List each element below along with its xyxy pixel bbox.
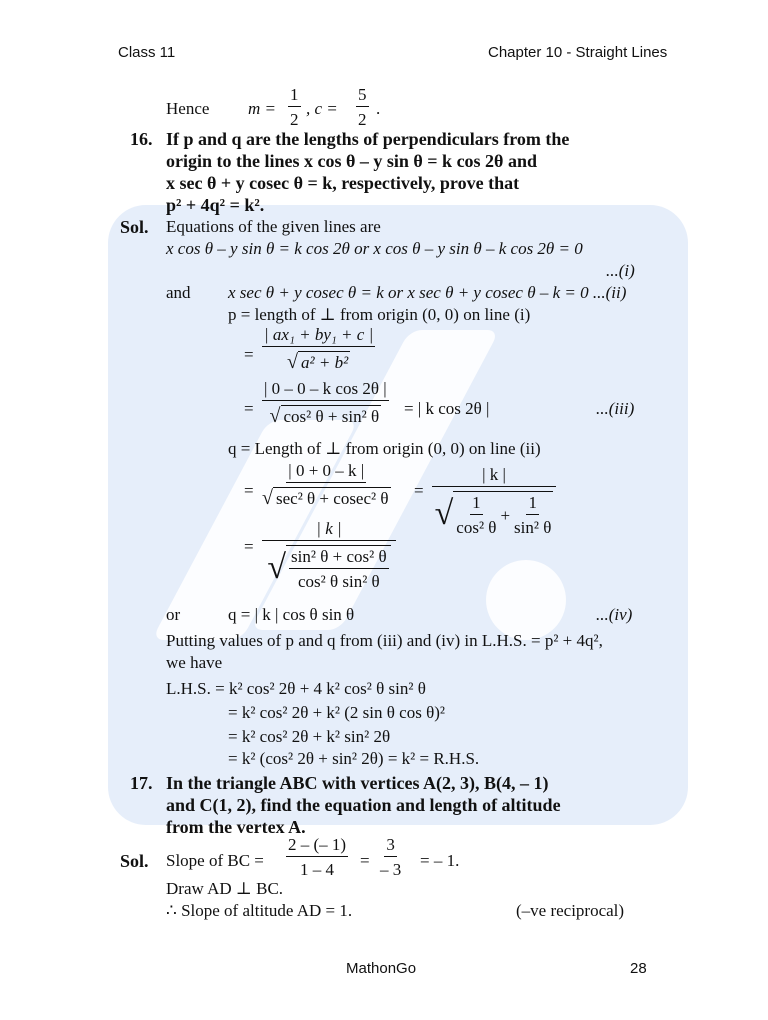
- question-text: If p and q are the lengths of perpendiculars from the: [166, 129, 570, 149]
- equals: =: [244, 399, 254, 418]
- equation-tag: ...(i): [606, 261, 635, 280]
- solution-text: and: [166, 283, 191, 302]
- equation-line: x cos θ – y sin θ = k cos 2θ or x cos θ – y sin θ – k cos 2θ = 0: [166, 239, 583, 258]
- solution-text: Putting values of p and q from (iii) and (iv) in L.H.S. = p² + 4q²,: [166, 631, 603, 650]
- distance-formula: $\frac{\text{| ax₁ + by₁ + c |}}{\text{√ a² + b²}}$: [264, 325, 374, 373]
- equation-tag: ...(iii): [596, 399, 635, 418]
- result: = – 1.: [420, 851, 460, 870]
- fraction: $\frac{1}{2}$: [290, 85, 299, 129]
- equation-line: = k² (cos² 2θ + sin² 2θ) = k² = R.H.S.: [228, 749, 480, 768]
- fraction: $\frac{1}{\text{cos² θ}}$: [456, 493, 497, 537]
- result: = | k cos 2θ |: [404, 399, 490, 418]
- note: (–ve reciprocal): [516, 901, 625, 920]
- equals: =: [244, 481, 254, 500]
- question-text: from the vertex A.: [166, 817, 306, 837]
- header-chapter: Chapter 10 - Straight Lines: [488, 44, 668, 61]
- solution-text: or: [166, 605, 181, 624]
- question-number: 17.: [130, 773, 153, 793]
- fraction: $\frac{1}{\text{sin² θ}}$: [514, 493, 552, 537]
- fraction: sin² θ + cos² θ cos² θ sin² θ: [291, 547, 387, 591]
- solution-label: Sol.: [120, 217, 149, 237]
- equals: =: [360, 851, 370, 870]
- solution-text: p = length of ⊥ from origin (0, 0) on line (i): [228, 305, 531, 324]
- equation-line: L.H.S. = k² cos² 2θ + 4 k² cos² θ sin² θ: [166, 679, 426, 698]
- fraction: | k | √ $\frac{1}{\text{cos² θ}}$ + $\frac{1}{\text{sin² θ}}$: [432, 466, 556, 536]
- solution-text: we have: [166, 653, 223, 672]
- equation-tag: ...(iv): [596, 605, 633, 624]
- solution-text: q = Length of ⊥ from origin (0, 0) on line (ii): [228, 439, 541, 458]
- fraction: $\frac{2 - (- 1)}{1 - 4}$: [288, 835, 347, 879]
- question-text: origin to the lines x cos θ – y sin θ = k cos 2θ and: [166, 151, 537, 171]
- solution-label: Sol.: [120, 851, 149, 871]
- question-number: 16.: [130, 129, 153, 149]
- solution-text: ∴ Slope of altitude AD = 1.: [166, 901, 353, 920]
- hence-m: m =: [248, 99, 276, 118]
- solution-text: Slope of BC =: [166, 851, 264, 870]
- equals: =: [244, 537, 254, 556]
- fraction: $\frac{\text{| 0 – 0 – k cos 2θ |}}{\text{√ cos² θ + sin² θ}}$: [264, 379, 387, 427]
- equation-line: x sec θ + y cosec θ = k or x sec θ + y cosec θ – k = 0 ...(ii): [228, 283, 627, 302]
- equation-line: q = | k | cos θ sin θ: [228, 605, 355, 624]
- page-number: 28: [630, 960, 647, 977]
- footer-brand: MathonGo: [346, 960, 417, 977]
- equation-line: = k² cos² 2θ + k² sin² 2θ: [228, 727, 391, 746]
- equals: =: [244, 345, 254, 364]
- solution-text: Equations of the given lines are: [166, 217, 381, 236]
- question-text: In the triangle ABC with vertices A(2, 3), B(4, – 1): [166, 773, 549, 793]
- solution-text: Draw AD ⊥ BC.: [166, 879, 284, 898]
- fraction: | k | √ sin² θ + cos² θ cos² θ sin² θ: [262, 520, 396, 590]
- fraction: $\frac{5}{2}$: [358, 85, 367, 129]
- equals: =: [414, 481, 424, 500]
- hence-label: Hence: [166, 99, 210, 118]
- header-class: Class 11: [118, 44, 176, 61]
- question-text: x sec θ + y cosec θ = k, respectively, prove that: [166, 173, 520, 193]
- hence-c: , c =: [306, 99, 338, 118]
- question-text: p² + 4q² = k².: [166, 195, 265, 215]
- period: .: [376, 99, 381, 118]
- question-text: and C(1, 2), find the equation and length of altitude: [166, 795, 561, 815]
- equation-line: = k² cos² 2θ + k² (2 sin θ cos θ)²: [228, 703, 445, 722]
- fraction: | 0 + 0 – k | √ sec² θ + cosec² θ: [262, 461, 389, 509]
- fraction: $\frac{3}{- 3}$: [380, 835, 402, 879]
- plus-sign: +: [500, 505, 511, 525]
